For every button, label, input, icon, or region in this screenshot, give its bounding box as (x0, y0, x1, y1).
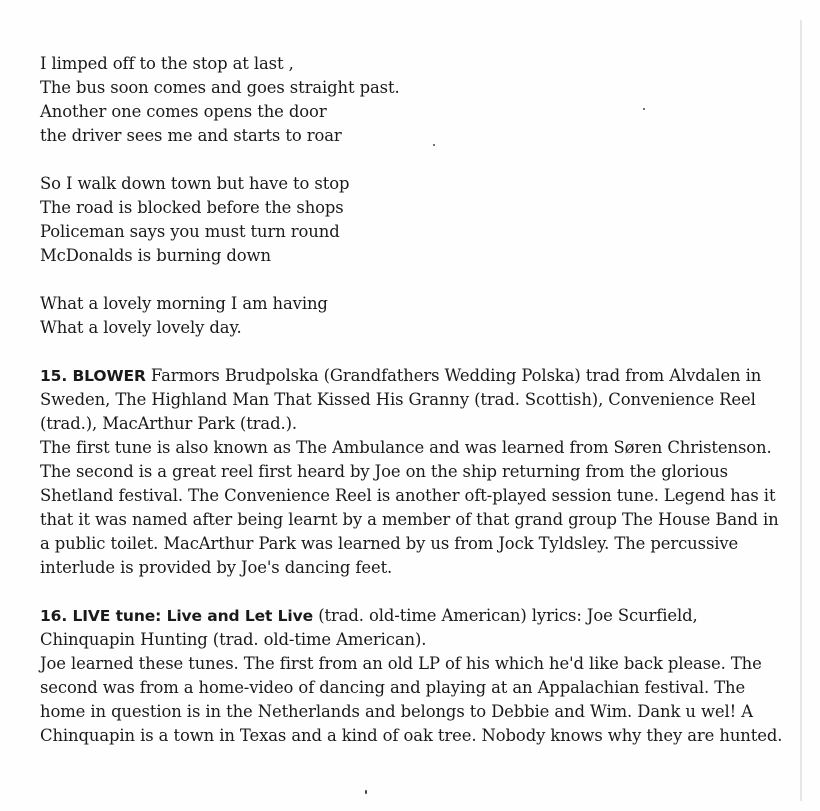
verse-1 (40, 52, 785, 148)
track-title: 16. LIVE tune: Live and Let Live (40, 607, 314, 625)
verse-line: the driver sees me and starts to roar (40, 126, 342, 145)
verse-line: Another one comes opens the door (40, 102, 327, 121)
track-tunes: (trad. old-time American) lyrics: Joe Scurfield, Chinquapin Hunting (trad. old-time American). (40, 606, 698, 649)
verse-line: Policeman says you must turn round (40, 222, 340, 241)
track-title: 15. BLOWER (40, 367, 146, 385)
scan-speck (365, 790, 367, 794)
verse-line: What a lovely morning I am having (40, 294, 328, 313)
verse-line: I limped off to the stop at last , (40, 54, 294, 73)
verse-line: McDonalds is burning down (40, 246, 271, 265)
track-note-15 (40, 364, 785, 580)
verse-line: What a lovely lovely day. (40, 318, 242, 337)
track-tunes: Farmors Brudpolska (Grandfathers Wedding Polska) trad from Alvdalen in Sweden, The Highland Man That Kissed His Granny (trad. Scottish), Convenience Reel (trad.), MacArthur Park (trad.). (40, 366, 762, 433)
page-edge-shadow (800, 20, 802, 801)
track-note-16 (40, 604, 785, 748)
verse-line: The bus soon comes and goes straight past. (40, 78, 400, 97)
verse-line: The road is blocked before the shops (40, 198, 344, 217)
lyrics-and-notes (40, 52, 785, 748)
verse-3 (40, 292, 785, 340)
track-note-heading (40, 364, 785, 436)
track-description: Joe learned these tunes. The first from an old LP of his which he'd like back please. The second was from a home-video of dancing and playing at an Appalachian festival. The home in question is in the Netherlands and belongs to Debbie and Wim. Dank u wel! A Chinquapin is a town in Texas and a kind of oak tree. Nobody knows why they are hunted. (40, 654, 783, 745)
track-description: The first tune is also known as The Ambulance and was learned from Søren Christenson. The second is a great reel first heard by Joe on the ship returning from the glorious Shetland festival. The Convenience Reel is another oft-played session tune. Legend has it that it was named after being learnt by a member of that grand group The House Band in a public toilet. MacArthur Park was learned by us from Jock Tyldsley. The percussive interlude is provided by Joe's dancing feet. (40, 438, 779, 577)
verse-line: So I walk down town but have to stop (40, 174, 350, 193)
verse-2 (40, 172, 785, 268)
track-note-heading (40, 604, 785, 652)
